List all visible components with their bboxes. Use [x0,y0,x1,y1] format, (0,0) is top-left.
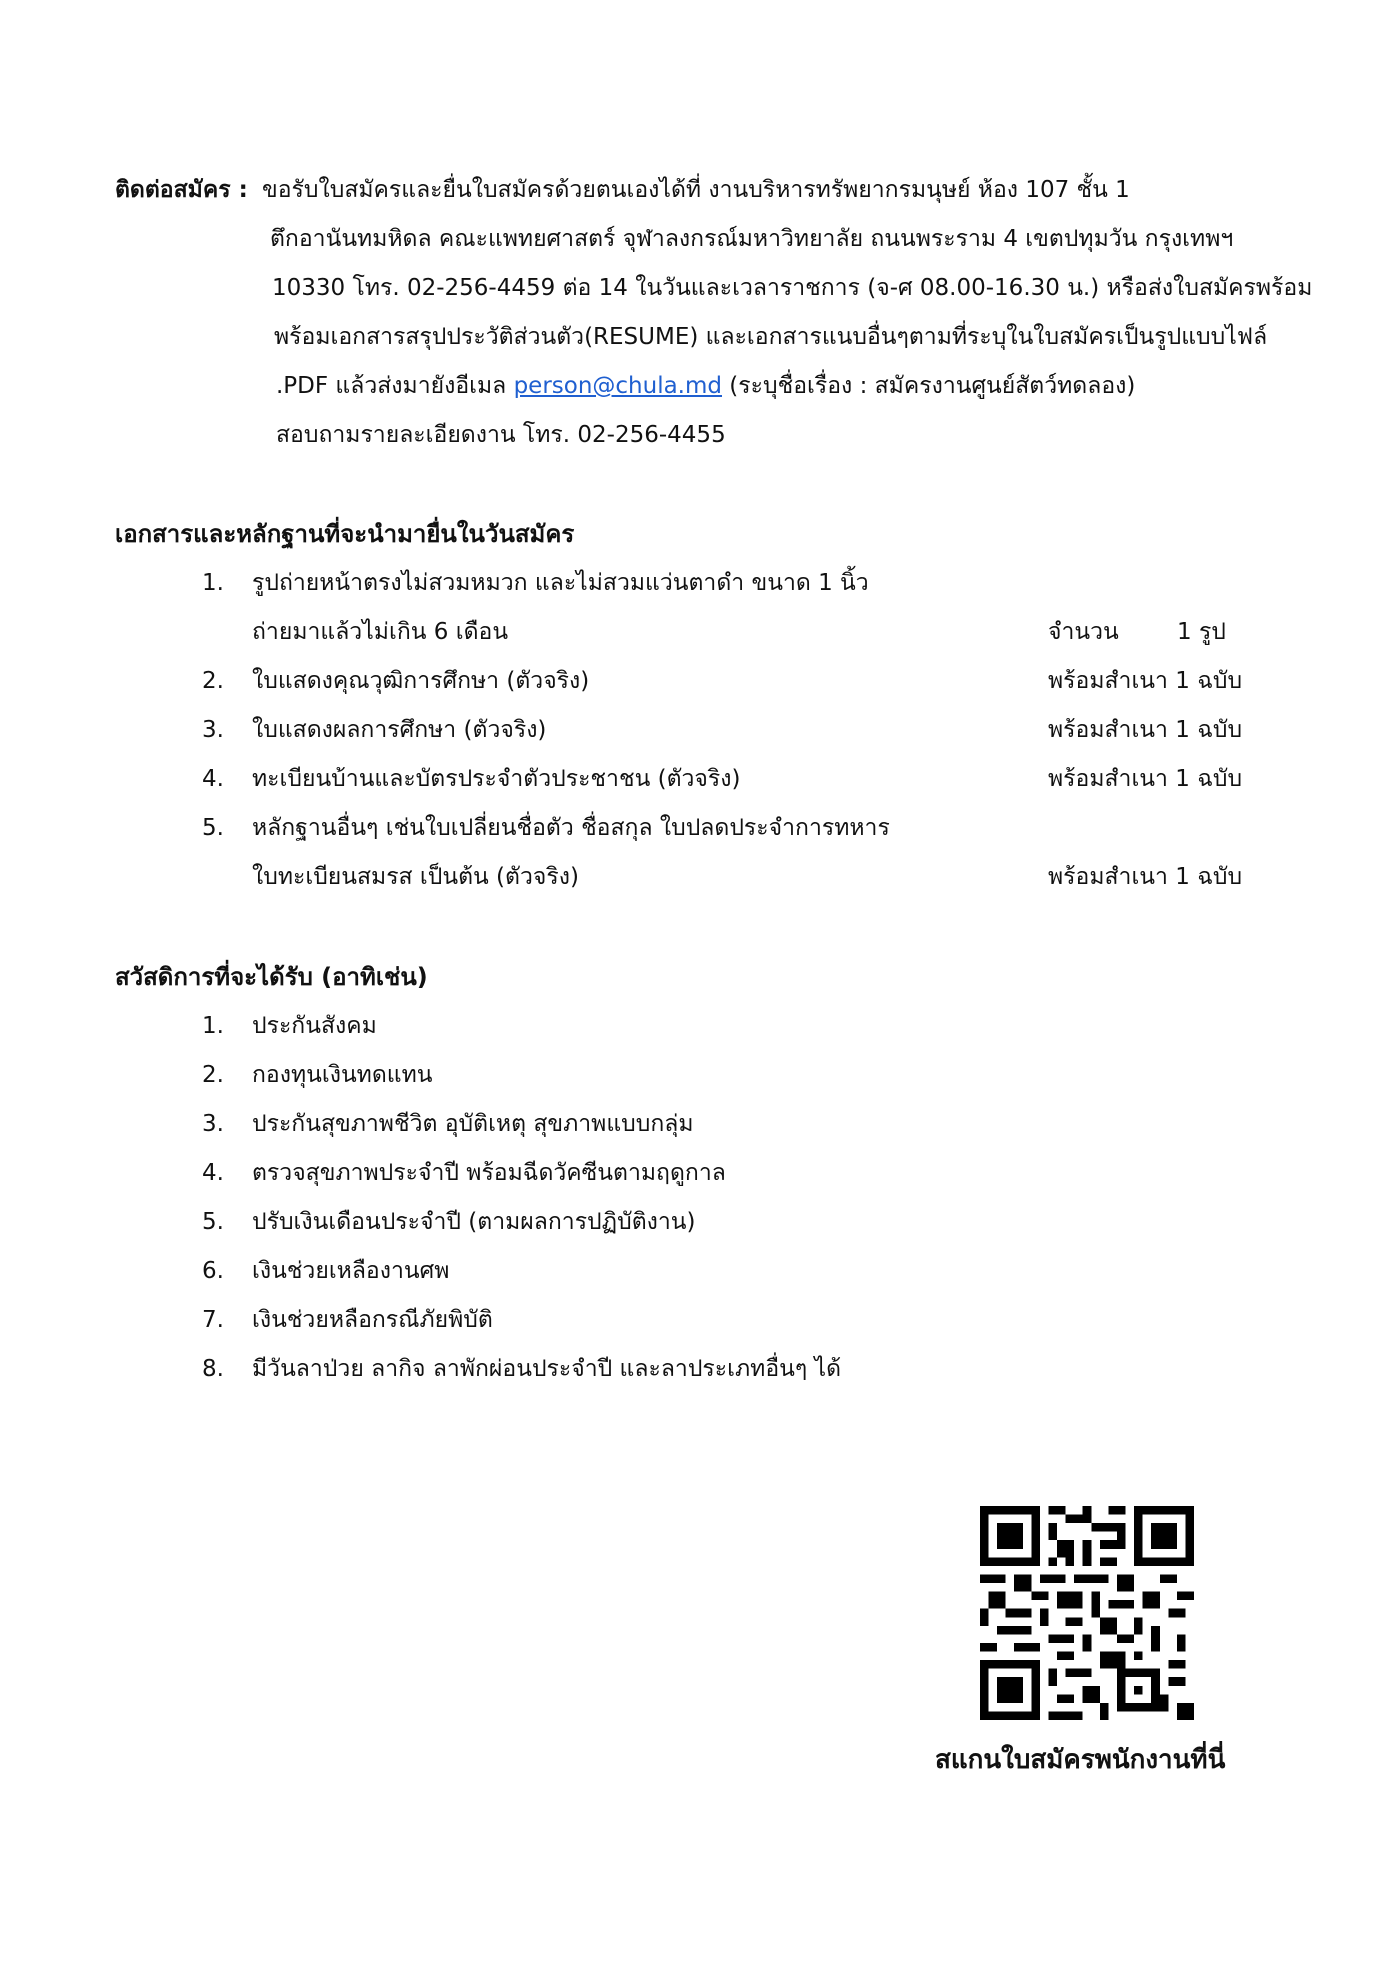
doc-item-4-text: ทะเบียนบ้านและบัตรประจำตัวประชาชน (ตัวจริง) [252,766,741,792]
documents-heading: เอกสารและหลักฐานที่จะนำมายื่นในวันสมัคร [115,520,575,548]
benefit-5-text: ปรับเงินเดือนประจำปี (ตามผลการปฏิบัติงาน) [252,1209,696,1235]
benefit-1-number: 1. [202,1013,224,1039]
doc-item-4-copy: พร้อมสำเนา 1 ฉบับ [1048,766,1243,792]
contact-line-2: ตึกอานันทมหิดล คณะแพทยศาสตร์ จุฬาลงกรณ์มหาวิทยาลัย ถนนพระราม 4 เขตปทุมวัน กรุงเทพฯ [270,226,1234,252]
doc-item-4-number: 4. [202,766,224,792]
benefit-2-text: กองทุนเงินทดแทน [252,1062,433,1088]
benefits-heading: สวัสดิการที่จะได้รับ (อาทิเช่น) [115,963,428,991]
doc-item-1-text: รูปถ่ายหน้าตรงไม่สวมหมวก และไม่สวมแว่นตาดำ ขนาด 1 นิ้ว [252,570,869,596]
doc-item-1-number: 1. [202,570,224,596]
doc-item-3-copy: พร้อมสำเนา 1 ฉบับ [1048,717,1243,743]
doc-item-3-number: 3. [202,717,224,743]
doc-item-5-text-cont: ใบทะเบียนสมรส เป็นต้น (ตัวจริง) [252,864,579,890]
doc-item-5-text: หลักฐานอื่นๆ เช่นใบเปลี่ยนชื่อตัว ชื่อสกุล ใบปลดประจำการทหาร [252,815,890,841]
benefit-7-number: 7. [202,1307,224,1333]
benefit-6-number: 6. [202,1258,224,1284]
contact-line-5 [276,369,1135,403]
contact-line-3: 10330 โทร. 02-256-4459 ต่อ 14 ในวันและเวลาราชการ (จ-ศ 08.00-16.30 น.) หรือส่งใบสมัครพร้อม [272,275,1313,301]
benefit-4-text: ตรวจสุขภาพประจำปี พร้อมฉีดวัคซีนตามฤดูกาล [252,1160,726,1186]
benefit-8-text: มีวันลาป่วย ลากิจ ลาพักผ่อนประจำปี และลาประเภทอื่นๆ ได้ [252,1356,842,1382]
benefit-4-number: 4. [202,1160,224,1186]
contact-line-5-suffix: (ระบุชื่อเรื่อง : สมัครงานศูนย์สัตว์ทดลอง) [722,373,1136,399]
contact-line-6: สอบถามรายละเอียดงาน โทร. 02-256-4455 [276,422,726,448]
doc-item-1-qty: 1 รูป [1177,619,1226,645]
doc-item-5-copy: พร้อมสำเนา 1 ฉบับ [1048,864,1243,890]
doc-item-1-qty-label: จำนวน [1048,619,1119,645]
benefit-5-number: 5. [202,1209,224,1235]
doc-item-3-text: ใบแสดงผลการศึกษา (ตัวจริง) [252,717,547,743]
benefit-3-number: 3. [202,1111,224,1137]
doc-item-5-number: 5. [202,815,224,841]
contact-line-1: ขอรับใบสมัครและยื่นใบสมัครด้วยตนเองได้ที่ งานบริหารทรัพยากรมนุษย์ ห้อง 107 ชั้น 1 [262,177,1130,203]
doc-item-2-number: 2. [202,668,224,694]
benefit-8-number: 8. [202,1356,224,1382]
benefit-1-text: ประกันสังคม [252,1013,377,1039]
doc-item-2-copy: พร้อมสำเนา 1 ฉบับ [1048,668,1243,694]
qr-caption: สแกนใบสมัครพนักงานที่นี่ [935,1745,1226,1775]
contact-line-4: พร้อมเอกสารสรุปประวัติส่วนตัว(RESUME) และเอกสารแนบอื่นๆตามที่ระบุในใบสมัครเป็นรูปแบบไฟล์ [274,324,1268,350]
doc-item-1-text-cont: ถ่ายมาแล้วไม่เกิน 6 เดือน [252,619,509,645]
contact-label: ติดต่อสมัคร : [115,177,248,203]
doc-item-2-text: ใบแสดงคุณวุฒิการศึกษา (ตัวจริง) [252,668,590,694]
qr-code-icon[interactable] [980,1506,1194,1720]
contact-line-5-prefix: .PDF แล้วส่งมายังอีเมล [276,373,514,399]
benefit-6-text: เงินช่วยเหลืองานศพ [252,1258,450,1284]
benefit-7-text: เงินช่วยหลือกรณีภัยพิบัติ [252,1307,493,1333]
email-link[interactable]: person@chula.md [513,373,722,399]
benefit-2-number: 2. [202,1062,224,1088]
benefit-3-text: ประกันสุขภาพชีวิต อุบัติเหตุ สุขภาพแบบกลุ่ม [252,1111,694,1137]
